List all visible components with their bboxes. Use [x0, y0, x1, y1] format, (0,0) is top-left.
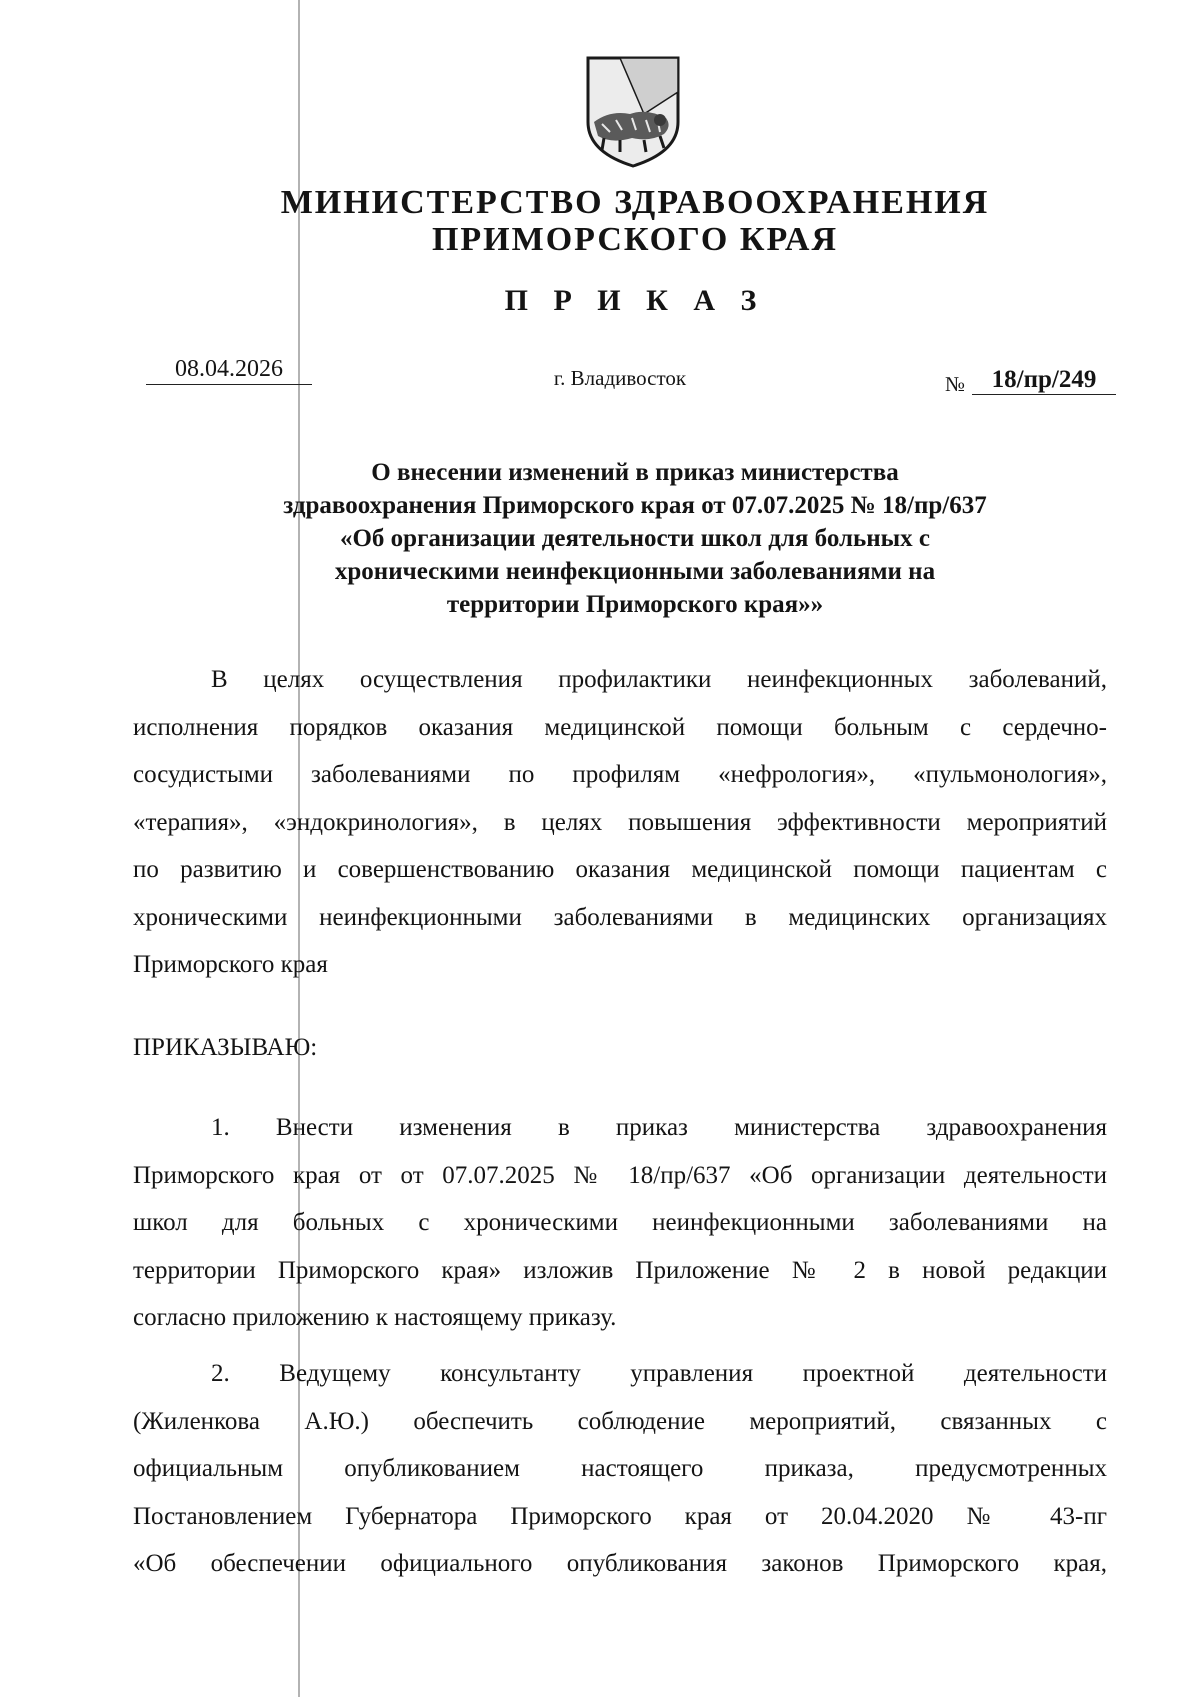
paragraph-line: Приморского края [133, 951, 328, 978]
paragraph-line: школ для больных с хроническими неинфекционными заболеваниями на [133, 1209, 1107, 1236]
subject-line: «Об организации деятельности школ для больных с [339, 525, 931, 552]
paragraph-line: (Жиленкова А.Ю.) обеспечить соблюдение мероприятий, связанных с [133, 1407, 1107, 1435]
paragraph-line: территории Приморского края» изложив Приложение № 2 в новой редакции [133, 1256, 1107, 1284]
order-number-label: № [945, 372, 966, 396]
subject-line: территории Приморского края»» [446, 591, 824, 618]
item-2-paragraph [133, 1350, 1107, 1588]
paragraph-line: по развитию и совершенствованию оказания медицинской помощи пациентам с [133, 856, 1107, 883]
paragraph-line: «терапия», «эндокринология», в целях повышения эффективности мероприятий [133, 808, 1107, 836]
order-subject [160, 456, 1110, 621]
paragraph-line: Постановлением Губернатора Приморского края от 20.04.2020 № 43-пг [133, 1502, 1107, 1530]
subject-line: здравоохранения Приморского края от 07.07.2025 № 18/пр/637 [283, 492, 987, 519]
order-number: 18/пр/249 [972, 366, 1116, 395]
coat-of-arms-icon [580, 52, 686, 170]
paragraph-line: сосудистыми заболеваниями по профилям «нефрология», «пульмонология», [133, 761, 1107, 788]
paragraph-line: официальным опубликованием настоящего приказа, предусмотренных [133, 1455, 1107, 1482]
paragraph-line: 1. Внести изменения в приказ министерства здравоохранения [211, 1114, 1107, 1141]
paragraph-line: В целях осуществления профилактики неинфекционных заболеваний, [211, 666, 1107, 693]
order-date: 08.04.2026 [146, 356, 312, 385]
paragraph-line: согласно приложению к настоящему приказу. [133, 1304, 617, 1331]
paragraph-line: Приморского края от от 07.07.2025 № 18/пр/637 «Об организации деятельности [133, 1161, 1107, 1189]
paragraph-line: хроническими неинфекционными заболеваниями в медицинских организациях [133, 903, 1107, 931]
prikazyvayu-heading: ПРИКАЗЫВАЮ: [133, 1034, 318, 1061]
subject-line: О внесении изменений в приказ министерства [371, 459, 899, 486]
paragraph-line: «Об обеспечении официального опубликования законов Приморского края, [133, 1550, 1107, 1577]
item-1-paragraph [133, 1104, 1107, 1342]
ministry-name-line1: МИНИСТЕРСТВО ЗДРАВООХРАНЕНИЯ [280, 184, 990, 221]
subject-line: хроническими неинфекционными заболеваниями на [334, 558, 936, 585]
order-city: г. Владивосток [553, 366, 687, 390]
preamble-paragraph [133, 656, 1107, 989]
paragraph-line: исполнения порядков оказания медицинской помощи больным с сердечно- [133, 713, 1107, 741]
paragraph-line: 2. Ведущему консультанту управления проектной деятельности [211, 1360, 1107, 1387]
ministry-name-line2: ПРИМОРСКОГО КРАЯ [431, 221, 839, 258]
order-title: П Р И К А З [504, 284, 766, 317]
